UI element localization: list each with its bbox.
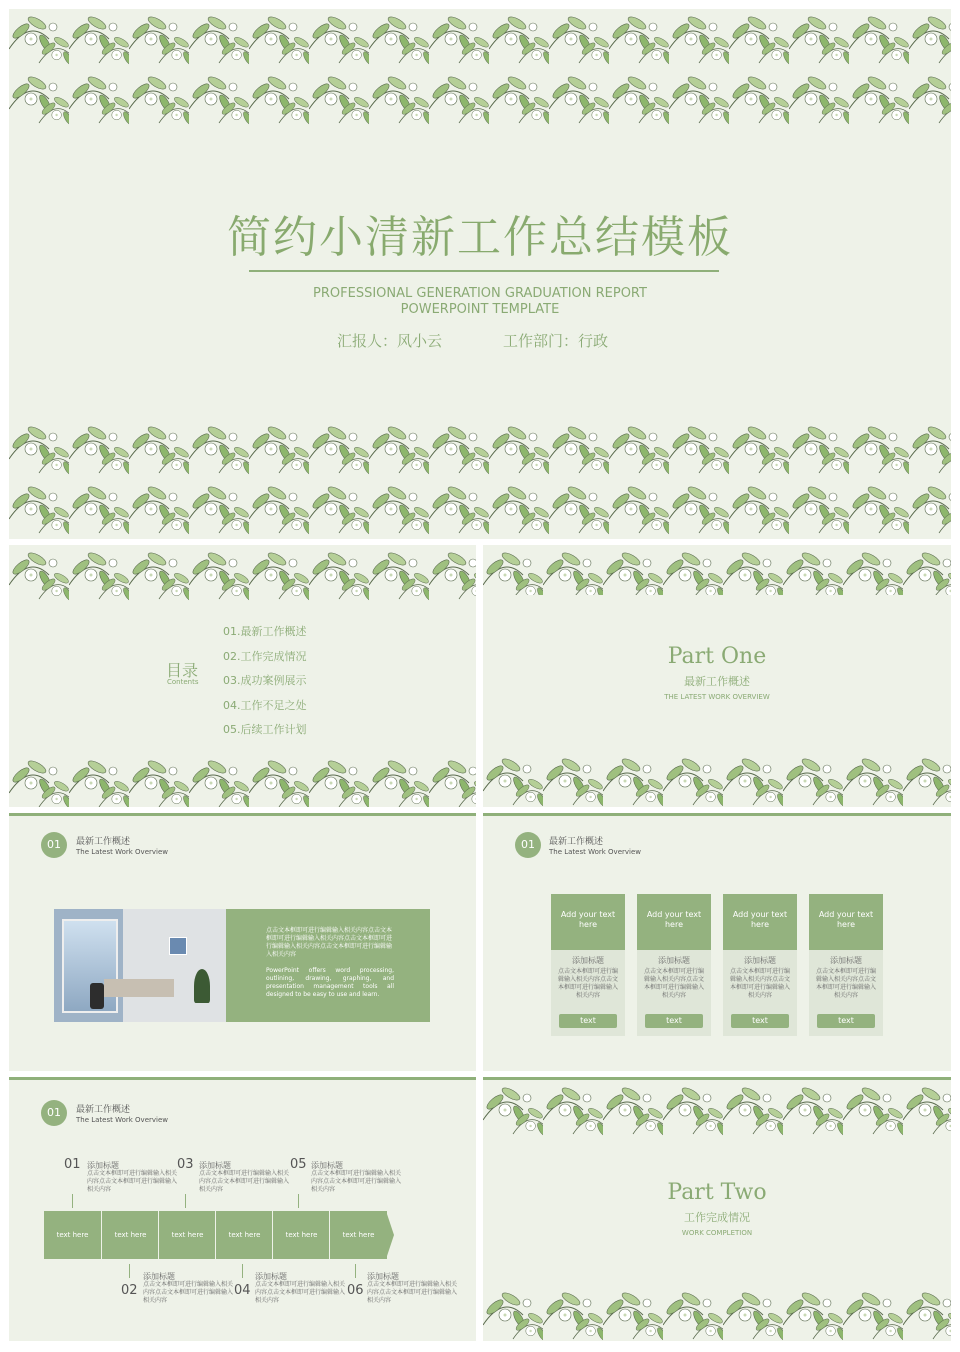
toc-heading-en: Contents bbox=[167, 678, 199, 686]
section-title-cn: 最新工作概述 bbox=[76, 1105, 131, 1115]
cards-slide[interactable] bbox=[483, 813, 951, 1071]
step-number: 03 bbox=[177, 1157, 194, 1172]
step-desc: 点击文本框即可进行编辑输入相关内容点击文本框即可进行编辑输入相关内容 bbox=[255, 1281, 346, 1304]
timeline-segment[interactable]: text here bbox=[272, 1211, 330, 1259]
overview-text-panel bbox=[226, 909, 430, 1022]
card-caption: 添加标题 bbox=[572, 956, 604, 965]
step-title: 添加标题 bbox=[143, 1272, 175, 1281]
step-desc: 点击文本框即可进行编辑输入相关内容点击文本框即可进行编辑输入相关内容 bbox=[143, 1281, 234, 1304]
timeline-arrow-head bbox=[386, 1211, 394, 1259]
step-number: 05 bbox=[290, 1157, 307, 1172]
desk bbox=[104, 979, 174, 997]
connector-tick bbox=[185, 1194, 186, 1208]
top-garland bbox=[9, 545, 476, 603]
toc-slide[interactable] bbox=[9, 545, 476, 807]
feature-card bbox=[637, 894, 711, 1036]
part-subtitle: 最新工作概述 bbox=[684, 675, 750, 688]
top-bar bbox=[9, 813, 476, 816]
timeline-segment[interactable]: text here bbox=[158, 1211, 216, 1259]
section-title-cn: 最新工作概述 bbox=[76, 837, 131, 847]
department: 工作部门：行政 bbox=[503, 332, 609, 350]
overview-text-en: PowerPoint offers word processing, outlining, drawing, graphing, and presentation management tools all designed to be easy to use and learn. bbox=[266, 967, 394, 998]
bottom-garland bbox=[483, 751, 951, 807]
section-number: 01 bbox=[41, 832, 67, 858]
bottom-garland bbox=[9, 753, 476, 807]
toc-list bbox=[223, 623, 307, 746]
toc-item[interactable]: 04.工作不足之处 bbox=[223, 698, 307, 712]
section-title-en: The Latest Work Overview bbox=[76, 848, 169, 856]
reporter: 汇报人：风小云 bbox=[337, 332, 443, 350]
timeline-segment[interactable]: text here bbox=[329, 1211, 387, 1259]
timeline-segment[interactable]: text here bbox=[215, 1211, 273, 1259]
toc-item[interactable]: 05.后续工作计划 bbox=[223, 723, 307, 736]
step-number: 02 bbox=[121, 1283, 138, 1298]
card-header: Add your text here bbox=[637, 894, 711, 950]
overview-text-cn: 点击文本框即可进行编辑输入相关内容点击文本框即可进行编辑输入相关内容点击文本框即可进行编辑输入相关内容点击文本框即可进行编辑输入相关内容 bbox=[266, 927, 393, 958]
plant bbox=[194, 969, 210, 1003]
chair bbox=[90, 983, 104, 1009]
section-number: 01 bbox=[41, 1100, 67, 1126]
card-button[interactable]: text bbox=[817, 1014, 875, 1028]
card-header: Add your text here bbox=[723, 894, 797, 950]
top-bar bbox=[9, 1077, 476, 1080]
top-garland bbox=[483, 1080, 951, 1138]
section-title-en: The Latest Work Overview bbox=[76, 1116, 169, 1124]
part-one-slide[interactable] bbox=[483, 545, 951, 807]
top-bar bbox=[483, 813, 951, 816]
title-slide[interactable] bbox=[9, 9, 951, 539]
timeline-segment[interactable]: text here bbox=[44, 1211, 101, 1259]
toc-heading: 目录 bbox=[166, 661, 199, 680]
connector-tick bbox=[298, 1194, 299, 1208]
part-two-slide[interactable] bbox=[483, 1077, 951, 1341]
part-title: Part Two bbox=[667, 1180, 767, 1205]
card-desc: 点击文本框即可进行编辑输入相关内容点击文本框即可进行编辑输入相关内容 bbox=[729, 968, 790, 999]
card-button[interactable]: text bbox=[559, 1014, 617, 1028]
step-number: 06 bbox=[347, 1283, 364, 1298]
connector-tick bbox=[72, 1194, 73, 1208]
card-desc: 点击文本框即可进行编辑输入相关内容点击文本框即可进行编辑输入相关内容 bbox=[557, 968, 618, 999]
card-button[interactable]: text bbox=[645, 1014, 703, 1028]
picture-frame bbox=[169, 937, 187, 955]
step-title: 添加标题 bbox=[255, 1272, 287, 1281]
step-desc: 点击文本框即可进行编辑输入相关内容点击文本框即可进行编辑输入相关内容 bbox=[311, 1170, 402, 1193]
card-header: Add your text here bbox=[809, 894, 883, 950]
feature-card bbox=[551, 894, 625, 1036]
step-number: 04 bbox=[234, 1283, 251, 1298]
card-caption: 添加标题 bbox=[658, 956, 690, 965]
bottom-garland bbox=[483, 1285, 951, 1341]
step-number: 01 bbox=[64, 1157, 81, 1172]
feature-card bbox=[809, 894, 883, 1036]
toc-item[interactable]: 01.最新工作概述 bbox=[223, 625, 307, 638]
step-title: 添加标题 bbox=[367, 1272, 399, 1281]
step-desc: 点击文本框即可进行编辑输入相关内容点击文本框即可进行编辑输入相关内容 bbox=[367, 1281, 458, 1304]
card-header: Add your text here bbox=[551, 894, 625, 950]
connector-tick bbox=[129, 1264, 130, 1278]
toc-item[interactable]: 03.成功案例展示 bbox=[223, 674, 307, 687]
card-desc: 点击文本框即可进行编辑输入相关内容点击文本框即可进行编辑输入相关内容 bbox=[815, 968, 876, 999]
section-number: 01 bbox=[515, 832, 541, 858]
overview-slide[interactable] bbox=[9, 813, 476, 1071]
section-title-cn: 最新工作概述 bbox=[549, 837, 604, 847]
card-caption: 添加标题 bbox=[744, 956, 776, 965]
page-title: 简约小清新工作总结模板 bbox=[227, 212, 733, 263]
step-desc: 点击文本框即可进行编辑输入相关内容点击文本框即可进行编辑输入相关内容 bbox=[199, 1170, 290, 1193]
connector-tick bbox=[355, 1264, 356, 1278]
section-title-en: The Latest Work Overview bbox=[549, 848, 642, 856]
office-photo bbox=[54, 909, 226, 1022]
step-title: 添加标题 bbox=[87, 1161, 119, 1170]
card-caption: 添加标题 bbox=[830, 956, 862, 965]
toc-item[interactable]: 02.工作完成情况 bbox=[223, 649, 307, 663]
part-caption: WORK COMPLETION bbox=[681, 1229, 753, 1237]
part-subtitle: 工作完成情况 bbox=[684, 1211, 750, 1224]
bottom-garland bbox=[9, 419, 951, 539]
card-desc: 点击文本框即可进行编辑输入相关内容点击文本框即可进行编辑输入相关内容 bbox=[643, 968, 704, 999]
step-title: 添加标题 bbox=[199, 1161, 231, 1170]
top-garland bbox=[9, 9, 951, 134]
title-divider bbox=[249, 270, 719, 272]
step-desc: 点击文本框即可进行编辑输入相关内容点击文本框即可进行编辑输入相关内容 bbox=[87, 1170, 178, 1193]
part-title: Part One bbox=[667, 644, 767, 669]
top-garland bbox=[483, 545, 951, 595]
connector-tick bbox=[242, 1264, 243, 1278]
subtitle-line2: POWERPOINT TEMPLATE bbox=[400, 302, 560, 317]
timeline-segment[interactable]: text here bbox=[101, 1211, 159, 1259]
card-button[interactable]: text bbox=[731, 1014, 789, 1028]
step-title: 添加标题 bbox=[311, 1161, 343, 1170]
part-caption: THE LATEST WORK OVERVIEW bbox=[664, 693, 770, 701]
feature-card bbox=[723, 894, 797, 1036]
subtitle-line1: PROFESSIONAL GENERATION GRADUATION REPORT bbox=[313, 286, 647, 301]
